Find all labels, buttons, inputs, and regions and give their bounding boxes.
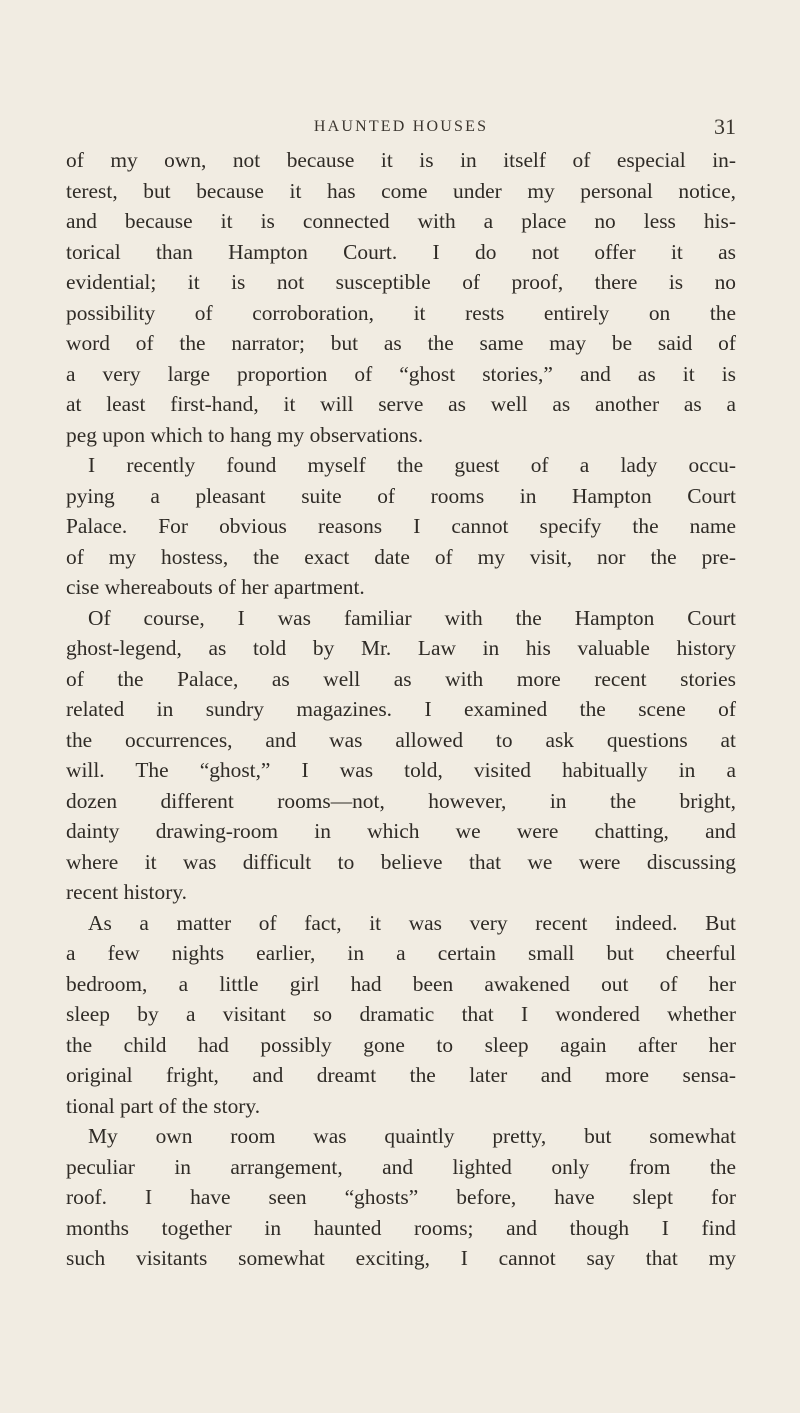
text-line: related in sundry magazines. I examined the scene of bbox=[66, 697, 736, 721]
text-line: a few nights earlier, in a certain small but cheerful bbox=[66, 941, 736, 965]
text-line: the child had possibly gone to sleep again after her bbox=[66, 1032, 736, 1057]
text-line: and because it is connected with a place no less his- bbox=[66, 209, 736, 233]
text-line: of my hostess, the exact date of my visit, nor the pre- bbox=[66, 544, 736, 569]
text-line: months together in haunted rooms; and though I find bbox=[66, 1215, 736, 1240]
text-line: ghost-legend, as told by Mr. Law in his valuable history bbox=[66, 636, 736, 660]
text-line: My own room was quaintly pretty, but somewhat bbox=[88, 1124, 736, 1148]
text-line: I recently found myself the guest of a lady occu- bbox=[88, 453, 736, 477]
running-head-title: HAUNTED HOUSES bbox=[313, 118, 489, 135]
text-line: of my own, not because it is in itself of especial in- bbox=[66, 148, 736, 172]
text-line: roof. I have seen “ghosts” before, have slept for bbox=[66, 1185, 736, 1209]
text-line: peculiar in arrangement, and lighted only from the bbox=[66, 1154, 736, 1179]
text-line: peg upon which to hang my observations. bbox=[66, 422, 424, 447]
text-line: a very large proportion of “ghost stories,” and as it is bbox=[66, 361, 736, 386]
text-line: torical than Hampton Court. I do not offer it as bbox=[66, 239, 736, 264]
page-number: 31 bbox=[714, 114, 736, 139]
text-line: dozen different rooms—not, however, in the bright, bbox=[66, 788, 736, 813]
text-line: of the Palace, as well as with more recent stories bbox=[66, 666, 736, 691]
text-line: dainty drawing-room in which we were chatting, and bbox=[66, 819, 736, 843]
text-line: such visitants somewhat exciting, I cannot say that my bbox=[66, 1246, 736, 1270]
text-line: bedroom, a little girl had been awakened out of her bbox=[66, 971, 736, 996]
text-line: evidential; it is not susceptible of proof, there is no bbox=[66, 270, 736, 294]
text-line: recent history. bbox=[66, 880, 187, 904]
text-line: Palace. For obvious reasons I cannot specify the name bbox=[66, 514, 736, 538]
text-line: Of course, I was familiar with the Hampton Court bbox=[88, 605, 736, 630]
text-line: the occurrences, and was allowed to ask questions at bbox=[66, 727, 736, 752]
text-line: at least first-hand, it will serve as well as another as a bbox=[66, 392, 736, 416]
text-line: sleep by a visitant so dramatic that I wondered whether bbox=[66, 1002, 736, 1026]
body-text bbox=[66, 145, 736, 1274]
text-line: tional part of the story. bbox=[66, 1093, 261, 1118]
running-head bbox=[66, 114, 736, 142]
text-line: will. The “ghost,” I was told, visited habitually in a bbox=[66, 758, 736, 782]
text-line: where it was difficult to believe that we were discussing bbox=[66, 849, 736, 874]
text-line: original fright, and dreamt the later and more sensa- bbox=[66, 1063, 736, 1087]
text-line: terest, but because it has come under my personal notice, bbox=[66, 178, 736, 203]
text-line: word of the narrator; but as the same may be said of bbox=[66, 331, 736, 355]
text-line: cise whereabouts of her apartment. bbox=[66, 575, 365, 599]
text-line: pying a pleasant suite of rooms in Hampton Court bbox=[66, 483, 736, 508]
text-line: As a matter of fact, it was very recent indeed. But bbox=[88, 910, 736, 935]
text-line: possibility of corroboration, it rests entirely on the bbox=[66, 300, 736, 325]
